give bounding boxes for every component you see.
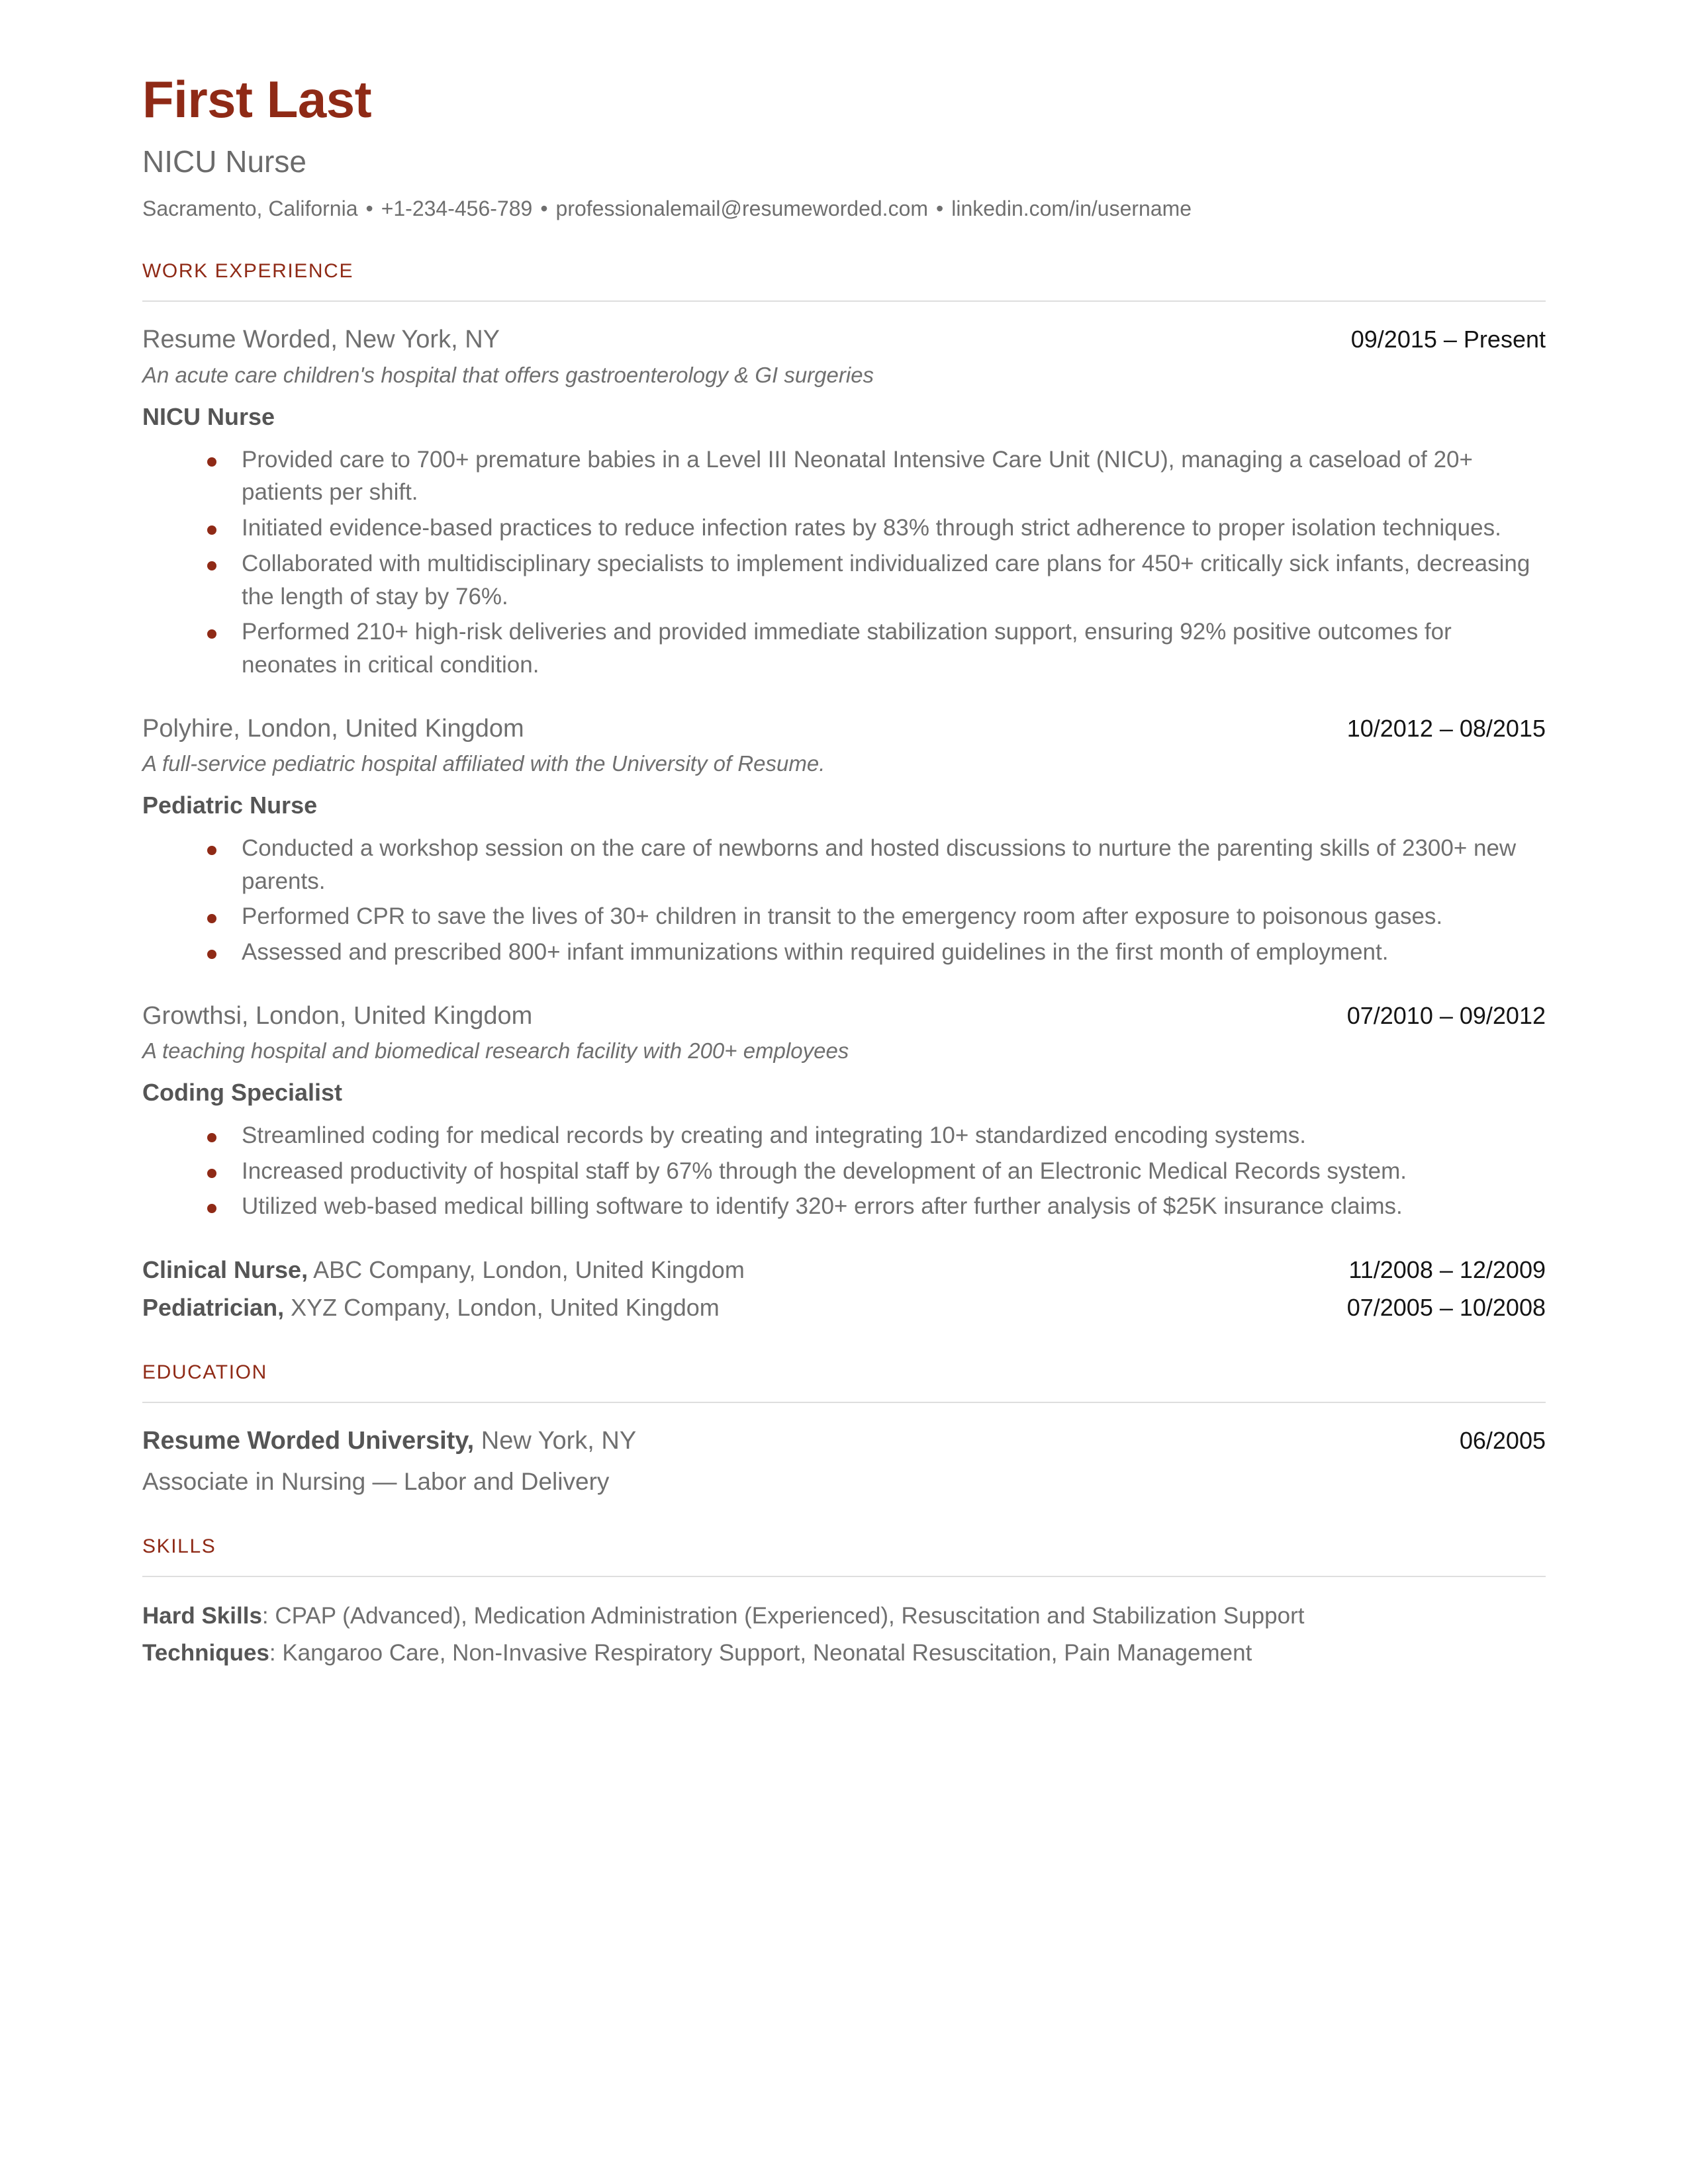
section-divider [142,1402,1546,1403]
job-bullet-list [142,1119,1546,1223]
skill-category-value: : CPAP (Advanced), Medication Administration (Experienced), Resuscitation and Stabilization Support [261,1603,1305,1629]
skill-category-label: Hard Skills [142,1603,262,1629]
compact-role-dates: 11/2008 – 12/2009 [1348,1256,1546,1284]
job-description: An acute care children's hospital that offers gastroenterology & GI surgeries [142,362,874,387]
compact-roles-list [142,1255,1546,1324]
job-dates: 07/2010 – 09/2012 [1346,1001,1546,1029]
contact-phone: +1-234-456-789 [381,196,533,220]
contact-separator-icon: • [936,196,944,220]
contact-line [142,195,1546,223]
compact-role-text [142,1255,745,1286]
job-header-row [142,713,1546,745]
job-role: Coding Specialist [142,1079,343,1107]
section-title-education: EDUCATION [142,1361,267,1383]
resume-header [142,70,1546,222]
compact-role-text [142,1293,720,1324]
job-description: A teaching hospital and biomedical research facility with 200+ employees [142,1038,849,1064]
job-header-row [142,1001,1546,1032]
job-header-row [142,324,1546,356]
skill-line [142,1637,1546,1670]
job-bullet-list [142,443,1546,682]
job-dates: 09/2015 – Present [1350,326,1546,353]
skill-category-label: Techniques [142,1640,269,1666]
job-company: Resume Worded, New York, NY [142,326,500,354]
education-school [142,1426,636,1457]
job-bullet: Utilized web-based medical billing software to identify 320+ errors after further analysis of $25K insurance claims. [142,1190,1546,1223]
section-title-work: WORK EXPERIENCE [142,260,354,283]
contact-linkedin[interactable]: linkedin.com/in/username [951,196,1192,220]
job-role: NICU Nurse [142,402,275,430]
job-description: A full-service pediatric hospital affiliated with the University of Resume. [142,751,825,776]
section-work-experience [142,259,1546,1323]
page-title: First Last [142,70,372,128]
skill-line [142,1600,1546,1633]
job-bullet: Conducted a workshop session on the care of newborns and hosted discussions to nurture the parenting skills of 2300+ new parents. [142,832,1546,897]
job-bullet: Provided care to 700+ premature babies in a Level III Neonatal Intensive Care Unit (NICU), managing a caseload of 20+ patients per shift. [142,443,1546,509]
compact-role-row [142,1255,1546,1286]
skill-category-value: : Kangaroo Care, Non-Invasive Respiratory Support, Neonatal Resuscitation, Pain Management [269,1640,1252,1666]
section-education [142,1361,1546,1498]
job-bullet: Collaborated with multidisciplinary specialists to implement individualized care plans for 450+ critically sick infants, decreasing the length of stay by 76%. [142,547,1546,613]
section-skills [142,1535,1546,1669]
compact-role-company: ABC Company, London, United Kingdom [308,1256,745,1284]
job-entry [142,324,1546,681]
education-degree: Associate in Nursing — Labor and Delivery [142,1468,610,1496]
job-bullet: Streamlined coding for medical records by creating and integrating 10+ standardized encoding systems. [142,1119,1546,1152]
section-divider [142,300,1546,302]
contact-separator-icon: • [540,196,548,220]
job-bullet-list [142,832,1546,969]
job-company: Polyhire, London, United Kingdom [142,714,524,743]
compact-role-title: Pediatrician, [142,1293,285,1321]
contact-email[interactable]: professionalemail@resumeworded.com [555,196,929,220]
compact-role-company: XYZ Company, London, United Kingdom [284,1293,720,1321]
job-dates: 10/2012 – 08/2015 [1346,714,1546,742]
job-entry [142,713,1546,969]
education-school-location: New York, NY [474,1426,637,1455]
job-bullet: Initiated evidence-based practices to reduce infection rates by 83% through strict adherence to proper isolation techniques. [142,512,1546,545]
section-title-skills: SKILLS [142,1535,216,1558]
job-bullet: Performed CPR to save the lives of 30+ children in transit to the emergency room after exposure to poisonous gases. [142,900,1546,933]
header-job-title: NICU Nurse [142,144,306,179]
compact-role-dates: 07/2005 – 10/2008 [1346,1293,1546,1321]
job-entry [142,1001,1546,1223]
contact-location: Sacramento, California [142,196,358,220]
education-school-name: Resume Worded University, [142,1426,475,1455]
job-company: Growthsi, London, United Kingdom [142,1001,533,1030]
job-bullet: Increased productivity of hospital staff by 67% through the development of an Electronic Medical Records system. [142,1155,1546,1188]
education-entry-row [142,1426,1546,1457]
job-bullet: Assessed and prescribed 800+ infant immunizations within required guidelines in the first month of employment. [142,936,1546,969]
compact-role-row [142,1293,1546,1324]
contact-separator-icon: • [365,196,373,220]
education-date: 06/2005 [1459,1426,1546,1454]
compact-role-title: Clinical Nurse, [142,1256,308,1284]
job-bullet: Performed 210+ high-risk deliveries and provided immediate stabilization support, ensuring 92% positive outcomes for neonates in critical condition. [142,615,1546,681]
job-role: Pediatric Nurse [142,791,318,819]
section-divider [142,1576,1546,1577]
